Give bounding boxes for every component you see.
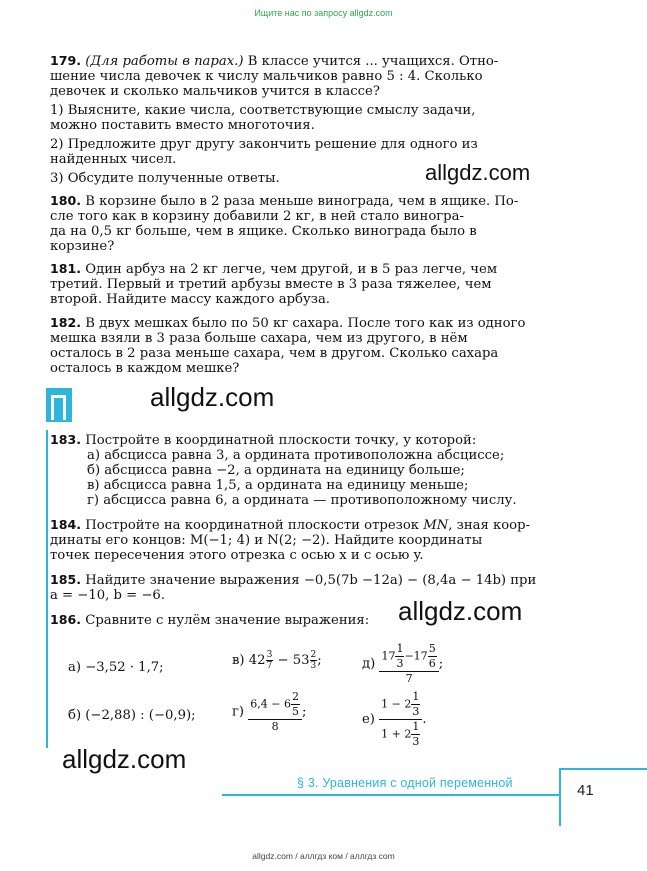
pair-work-note: (Для работы в парах.)	[85, 54, 244, 69]
watermark: allgdz.com	[62, 744, 187, 774]
expr-b: б) (−2,88) : (−0,9);	[68, 708, 196, 723]
expr-d: д) 17 $\frac{1}{3}$ −17 $\frac{5}{6}$ 7 ;	[362, 642, 444, 685]
expr-g: г) 6,4 − 6 $\frac{2}{5}$ 8 ;	[232, 690, 307, 733]
section-side-line	[46, 430, 48, 748]
watermark: allgdz.com	[398, 596, 523, 626]
page-number-box	[559, 768, 647, 826]
problem-186: 186. Сравните с нулём значение выражения:	[50, 612, 370, 628]
problem-182: 182. В двух мешках было по 50 кг сахара. После того как из одного мешка взяли в 3 раза больше сахара, чем из другого, в нём осталось в 2 раза меньше сахара, чем в другом. Сколько сахара осталось в каждом мешке?	[50, 315, 526, 376]
expr-v: в) 42 $\frac{3}{7}$ − 53 $\frac{2}{3}$ ;	[232, 650, 322, 671]
problem-184: 184. Постройте на координатной плоскости отрезок MN, зная коор- динаты его концов: M(−1; 4) и N(2; −2). Найдите координаты точек пересечения этого отрезка с осью x и с осью y.	[50, 517, 531, 563]
watermark: allgdz.com	[150, 382, 275, 412]
problem-183: 183. Постройте в координатной плоскости точку, у которой: а) абсцисса равна 3, а ордината противоположна абсциссе; б) абсцисса равна −2, а ордината на единицу больше; в) абсцисса равна 1,5, а ордината на единицу меньше; г) абсцисса равна 6, а ордината — противоположному числу.	[50, 432, 517, 508]
bottom-note: allgdz.com / аллгдз ком / аллгдз com	[252, 851, 395, 861]
page-number: 41	[577, 782, 594, 799]
problem-180: 180. В корзине было в 2 раза меньше винограда, чем в ящике. По- сле того как в корзину добавили 2 кг, в ней стало виногра- да на 0,5 кг больше, чем в ящике. Сколько винограда было в корзине?	[50, 193, 519, 254]
problem-179: 179. (Для работы в парах.) В классе учится ... учащихся. Отно- шение числа девочек к числу мальчиков равно 5 : 4. Сколько девочек и сколько мальчиков учится в классе? 1) Выясните, какие числа, соответствующие смыслу задачи, можно поставить вместо многоточия. 2) Предложите друг другу закончить решение для одного из найденных чисел. 3) Обсудите полученные ответы.	[50, 53, 499, 186]
problem-number: 179.	[50, 53, 82, 68]
problem-185: 185. Найдите значение выражения −0,5(7b −12a) − (8,4a − 14b) при a = −10, b = −6.	[50, 572, 537, 603]
top-note: Ищите нас по запросу allgdz.com	[254, 8, 393, 18]
section-marker-icon	[46, 388, 72, 422]
problem-181: 181. Один арбуз на 2 кг легче, чем другой, и в 5 раз легче, чем третий. Первый и третий арбузы вместе в 3 раза тяжелее, чем второй. Найдите массу каждого арбуза.	[50, 261, 498, 307]
footer-rule	[222, 794, 560, 796]
section-title: § 3. Уравнения с одной переменной	[297, 776, 513, 790]
expr-a: а) −3,52 · 1,7;	[68, 660, 164, 675]
watermark: allgdz.com	[425, 160, 531, 185]
expr-e: е) 1 − 2 $\frac{1}{3}$ 1 + 2 $\frac{1}{3}$ .	[362, 690, 427, 748]
